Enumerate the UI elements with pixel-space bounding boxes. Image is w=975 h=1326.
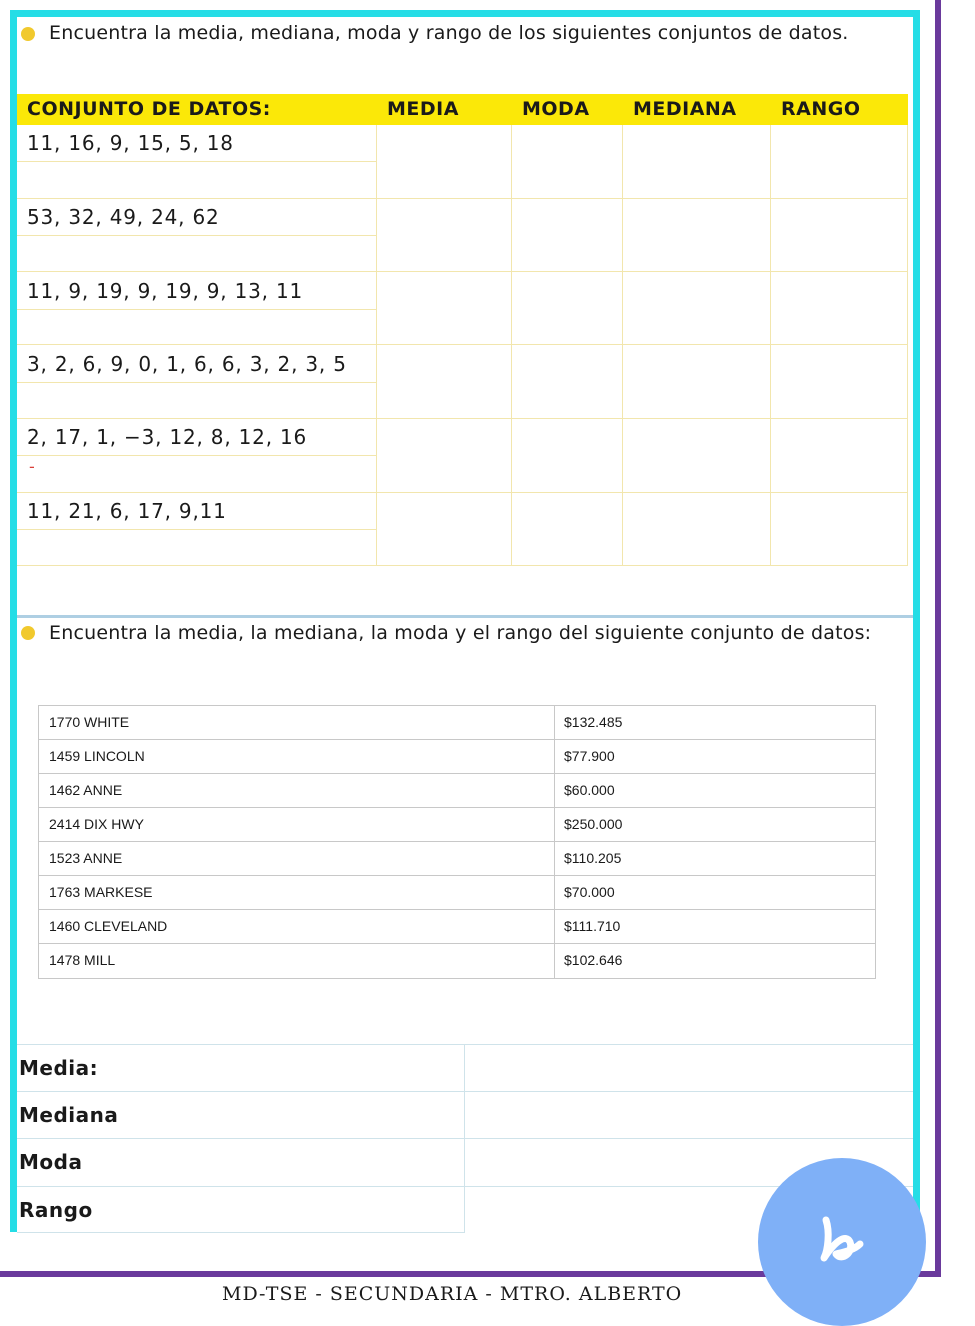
table-row (39, 740, 875, 774)
column-divider (376, 125, 377, 566)
instruction-2: Encuentra la media, la mediana, la moda y el rango del siguiente conjunto de datos: (49, 622, 872, 644)
answer-label: Media: (19, 1056, 99, 1080)
address-cell: 1462 ANNE (49, 782, 123, 798)
section-divider (17, 615, 913, 618)
table-row (17, 493, 908, 567)
datasets-table (17, 94, 908, 566)
row-divider (17, 492, 908, 493)
table-row (17, 199, 908, 273)
address-cell: 1478 MILL (49, 952, 116, 968)
prices-table (38, 705, 876, 979)
dataset-text: 53, 32, 49, 24, 62 (17, 199, 376, 236)
dataset-text: 2, 17, 1, −3, 12, 8, 12, 16 (17, 419, 376, 456)
stray-mark: - (29, 457, 35, 476)
answer-row-mediana[interactable] (17, 1091, 913, 1138)
price-cell: $132.485 (564, 714, 623, 730)
purple-frame-right (935, 0, 941, 1277)
bullet-icon (21, 626, 35, 640)
table-row (17, 125, 908, 199)
table-row (39, 774, 875, 808)
table-row (17, 273, 908, 347)
header-media: MEDIA (387, 98, 459, 120)
row-divider (17, 198, 908, 199)
price-cell: $111.710 (564, 918, 621, 934)
answer-label: Mediana (19, 1103, 119, 1127)
column-divider (464, 1044, 465, 1233)
row-divider (17, 565, 908, 566)
table-row (39, 910, 875, 944)
row-divider (17, 271, 908, 272)
cyan-frame-top (10, 10, 920, 17)
price-cell: $250.000 (564, 816, 623, 832)
column-divider (622, 125, 623, 566)
address-cell: 1460 CLEVELAND (49, 918, 168, 934)
column-divider (907, 125, 908, 566)
header-datasets: CONJUNTO DE DATOS: (27, 98, 271, 120)
script-logo-icon (758, 1158, 926, 1326)
address-cell: 2414 DIX HWY (49, 816, 144, 832)
column-divider (511, 125, 512, 566)
table-row (39, 876, 875, 910)
table-row (39, 842, 875, 876)
row-divider (17, 1232, 465, 1233)
table-row (39, 944, 875, 978)
bullet-icon (21, 27, 35, 41)
table-row (17, 346, 908, 420)
table-header (17, 94, 908, 125)
dataset-text: 11, 9, 19, 9, 19, 9, 13, 11 (17, 273, 376, 310)
footer-text: MD-TSE - SECUNDARIA - MTRO. ALBERTO (222, 1283, 683, 1305)
price-cell: $70.000 (564, 884, 615, 900)
address-cell: 1770 WHITE (49, 714, 130, 730)
instruction-1: Encuentra la media, mediana, moda y rango de los siguientes conjuntos de datos. (49, 22, 849, 44)
column-divider (770, 125, 771, 566)
table-row (17, 419, 908, 493)
row-divider (17, 344, 908, 345)
dataset-text: 11, 16, 9, 15, 5, 18 (17, 125, 376, 162)
price-cell: $60.000 (564, 782, 615, 798)
cyan-frame-left (10, 10, 17, 1232)
price-cell: $102.646 (564, 952, 623, 968)
table-row (39, 808, 875, 842)
header-rango: RANGO (781, 98, 861, 120)
header-mediana: MEDIANA (633, 98, 737, 120)
answer-label: Rango (19, 1198, 93, 1222)
answer-label: Moda (19, 1150, 83, 1174)
answer-row-media[interactable] (17, 1044, 913, 1091)
floating-action-button[interactable] (758, 1158, 926, 1326)
dataset-text: 11, 21, 6, 17, 9,11 (17, 493, 376, 530)
address-cell: 1459 LINCOLN (49, 748, 145, 764)
address-cell: 1763 MARKESE (49, 884, 153, 900)
address-cell: 1523 ANNE (49, 850, 123, 866)
dataset-text: 3, 2, 6, 9, 0, 1, 6, 6, 3, 2, 3, 5 (17, 346, 376, 383)
table-row (39, 706, 875, 740)
price-cell: $77.900 (564, 748, 615, 764)
cyan-frame-right (913, 10, 920, 1232)
price-cell: $110.205 (564, 850, 622, 866)
row-divider (17, 418, 908, 419)
header-moda: MODA (522, 98, 590, 120)
